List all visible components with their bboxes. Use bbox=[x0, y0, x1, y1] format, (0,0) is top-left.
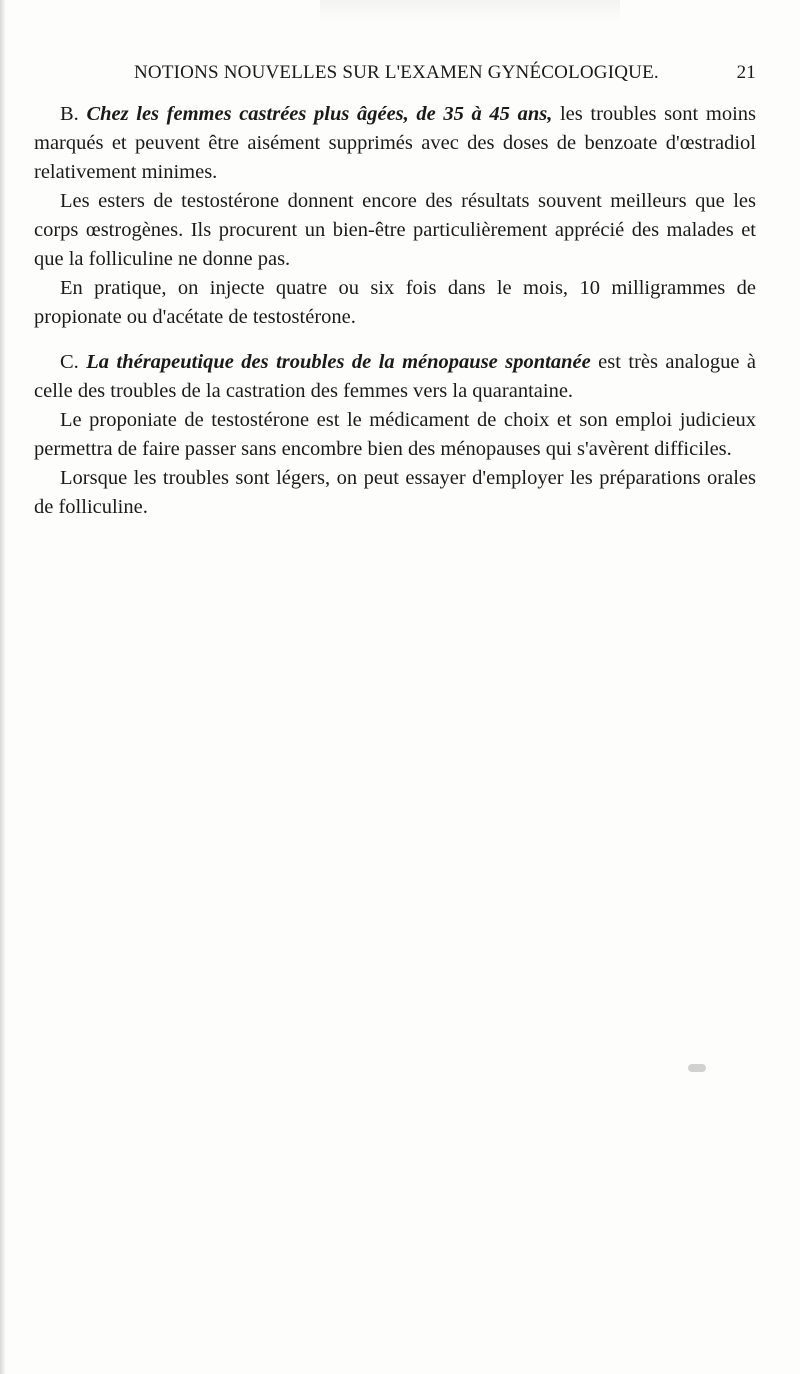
paragraph-c-label: C. bbox=[60, 351, 87, 373]
paragraph-b-italic: Chez les femmes castrées plus âgées, de 35 à 45 ans, bbox=[86, 103, 553, 125]
paragraph-esters: Les esters de testostérone donnent encore des résultats souvent meilleurs que les corps œstrogènes. Ils procurent un bien-être particulièrement apprécié des malades et que la folliculine ne donne pas. bbox=[34, 190, 756, 270]
body-text bbox=[34, 100, 756, 522]
paragraph-c-rest: est très analogue à celle des troubles de la castration des femmes vers la quarantaine. bbox=[34, 351, 756, 402]
page-number: 21 bbox=[736, 62, 756, 83]
running-head-title: NOTIONS NOUVELLES SUR L'EXAMEN GYNÉCOLOGIQUE. bbox=[134, 62, 659, 83]
paragraph-b-rest: les troubles sont moins marqués et peuvent être aisément supprimés avec des doses de benzoate d'œstradiol relativement minimes. bbox=[34, 103, 756, 183]
paragraph-propionate: Le proponiate de testostérone est le médicament de choix et son emploi judicieux permettra de faire passer sans encombre bien des ménopauses qui s'avèrent difficiles. bbox=[34, 409, 756, 460]
scan-speck bbox=[688, 1064, 706, 1072]
paragraph-folliculine: Lorsque les troubles sont légers, on peut essayer d'employer les préparations orales de folliculine. bbox=[34, 467, 756, 518]
paragraph-b bbox=[34, 100, 756, 187]
paragraph-c-italic: La thérapeutique des troubles de la ménopause spontanée bbox=[86, 351, 591, 373]
scan-top-noise bbox=[320, 0, 620, 22]
paragraph-c bbox=[34, 348, 756, 406]
running-head bbox=[34, 62, 756, 90]
paragraph-pratique: En pratique, on injecte quatre ou six fois dans le mois, 10 milligrammes de propionate ou d'acétate de testostérone. bbox=[34, 277, 756, 328]
paragraph-b-label: B. bbox=[60, 103, 87, 125]
scan-edge-shadow bbox=[0, 0, 6, 1374]
